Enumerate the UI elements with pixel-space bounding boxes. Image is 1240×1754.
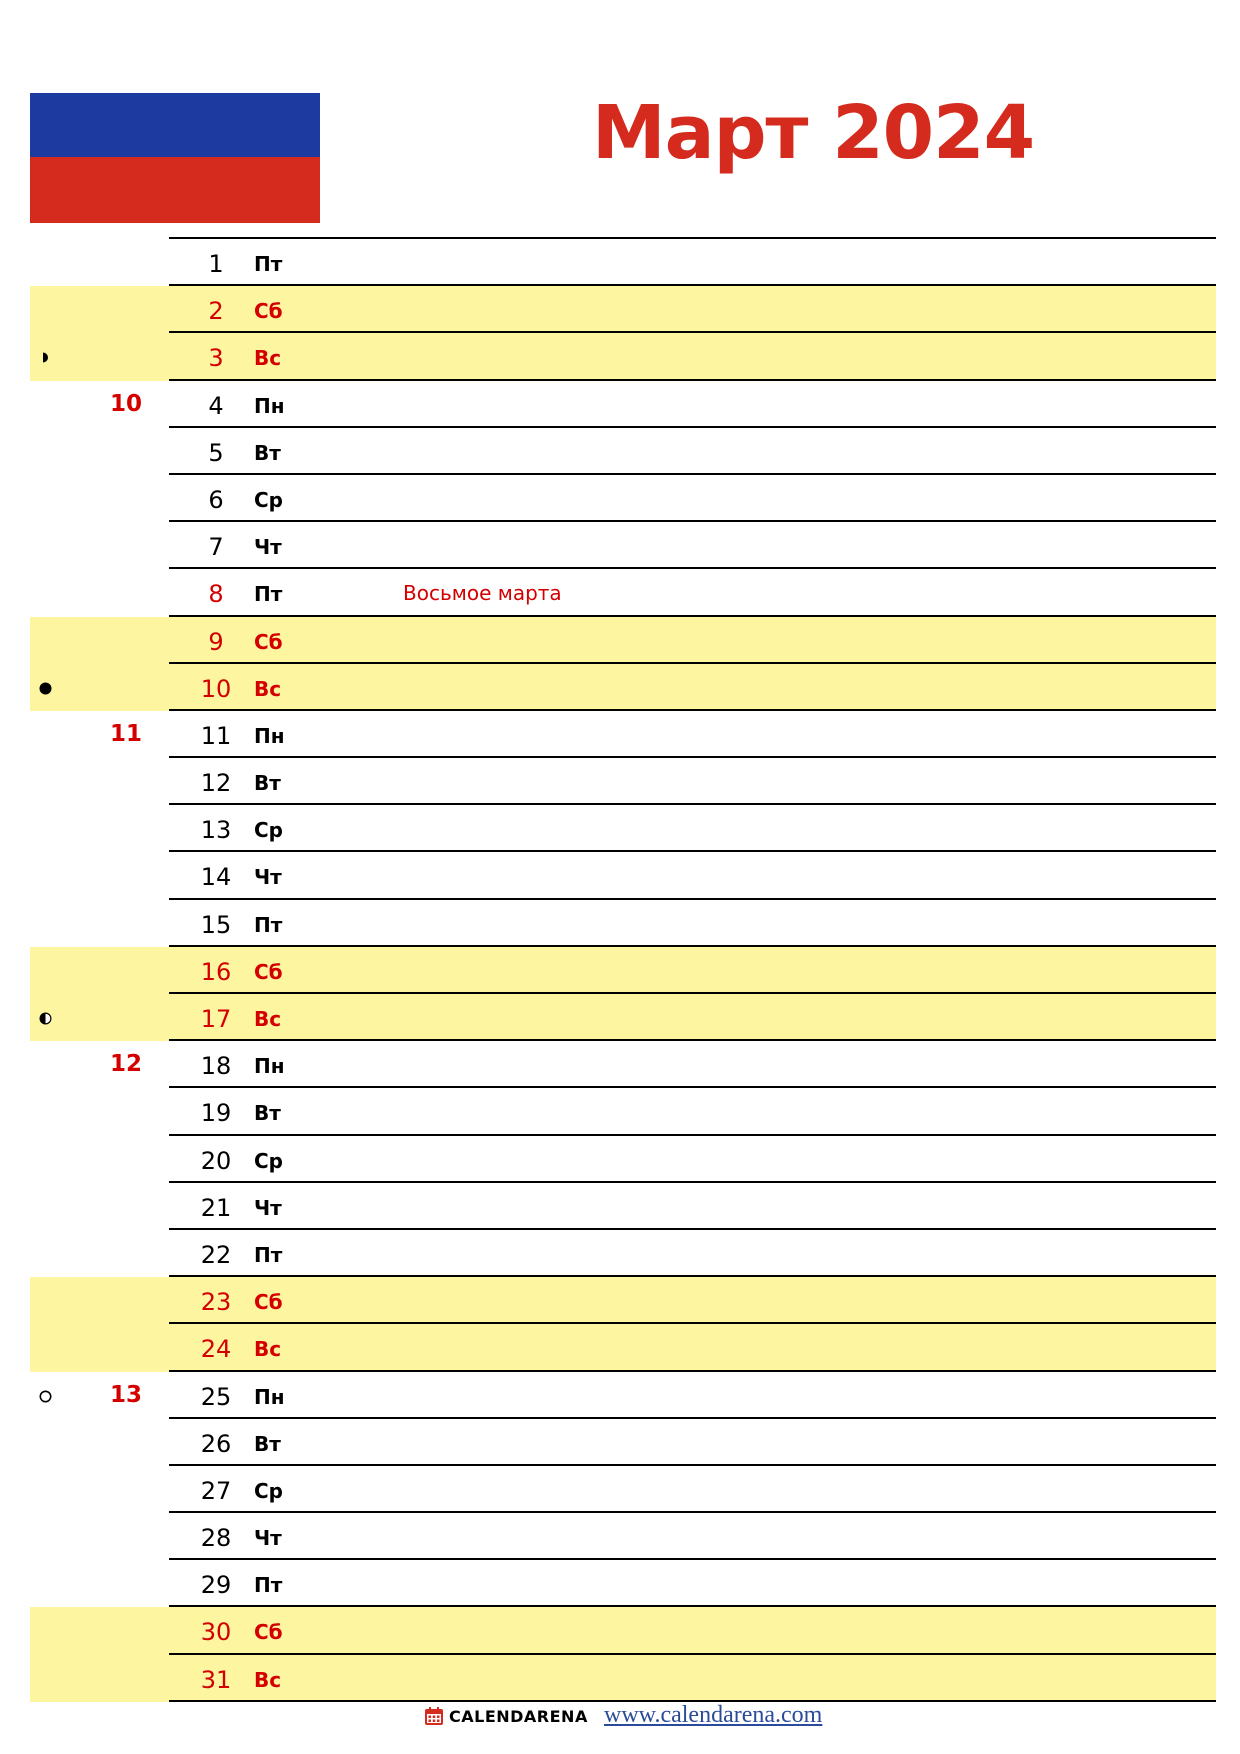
day-number: 13	[200, 816, 232, 845]
weekday-label: Пт	[254, 1242, 283, 1267]
day-row	[30, 900, 1216, 947]
day-row	[30, 994, 1216, 1041]
weekday-label: Вс	[254, 346, 282, 371]
weekday-label: Вт	[254, 1101, 281, 1126]
weekday-label: Чт	[254, 1195, 282, 1220]
day-number: 15	[200, 910, 232, 939]
calendar-icon	[424, 1706, 444, 1726]
day-number: 28	[200, 1524, 232, 1553]
day-row	[30, 569, 1216, 616]
footer	[0, 1700, 1240, 1740]
week-number: 12	[110, 1051, 143, 1078]
day-number: 18	[200, 1052, 232, 1081]
day-number: 5	[208, 438, 224, 467]
weekday-label: Вт	[254, 1431, 281, 1456]
weekday-label: Вс	[254, 1337, 282, 1362]
weekday-label: Сб	[254, 299, 283, 324]
day-number: 19	[200, 1099, 232, 1128]
day-number: 6	[208, 485, 224, 514]
day-number: 7	[208, 533, 224, 562]
day-number: 26	[200, 1429, 232, 1458]
day-number: 4	[208, 391, 224, 420]
weekday-label: Пт	[254, 912, 283, 937]
week-number: 10	[110, 390, 143, 417]
week-number: 13	[110, 1381, 143, 1408]
day-row	[30, 1230, 1216, 1277]
weekday-label: Ср	[254, 1478, 283, 1503]
day-row	[30, 1655, 1216, 1702]
weekday-label: Вс	[254, 676, 282, 701]
day-number: 25	[200, 1382, 232, 1411]
day-number: 10	[200, 674, 232, 703]
brand-name: CALENDARENA	[449, 1706, 588, 1726]
last-quarter-moon-icon	[39, 351, 52, 364]
day-row	[30, 333, 1216, 380]
day-list	[30, 239, 1216, 1702]
weekday-label: Сб	[254, 959, 283, 984]
day-row	[30, 1324, 1216, 1371]
day-row	[30, 1607, 1216, 1654]
day-row	[30, 1041, 1216, 1088]
day-row	[30, 1419, 1216, 1466]
flag-stripe-red	[30, 157, 320, 223]
weekday-label: Вс	[254, 1667, 282, 1692]
russia-flag	[30, 93, 320, 223]
day-number: 17	[200, 1005, 232, 1033]
weekday-label: Пн	[254, 1384, 285, 1409]
day-row	[30, 1513, 1216, 1560]
weekday-label: Вс	[254, 1007, 282, 1031]
day-row	[30, 522, 1216, 569]
weekday-label: Сб	[254, 1620, 283, 1645]
weekday-label: Вт	[254, 771, 281, 796]
day-row	[30, 239, 1216, 286]
day-number: 12	[200, 769, 232, 798]
weekday-label: Пн	[254, 1054, 285, 1079]
day-number: 1	[208, 250, 224, 278]
day-row	[30, 805, 1216, 852]
day-number: 2	[208, 297, 224, 326]
weekday-label: Сб	[254, 629, 283, 654]
flag-stripe-blue	[30, 93, 320, 157]
day-number: 23	[200, 1288, 232, 1317]
weekday-label: Вт	[254, 440, 281, 465]
day-row	[30, 664, 1216, 711]
weekday-label: Чт	[254, 865, 282, 890]
day-row	[30, 1466, 1216, 1513]
day-number: 14	[200, 863, 232, 892]
day-number: 11	[200, 721, 232, 750]
new-moon-icon	[39, 682, 52, 695]
day-row	[30, 947, 1216, 994]
day-row	[30, 286, 1216, 333]
weekday-label: Пт	[254, 1573, 283, 1598]
day-row	[30, 711, 1216, 758]
day-row	[30, 1372, 1216, 1419]
day-row	[30, 1560, 1216, 1607]
holiday-note: Восьмое марта	[403, 581, 562, 606]
weekday-label: Сб	[254, 1290, 283, 1315]
day-row	[30, 475, 1216, 522]
full-moon-icon	[39, 1390, 52, 1403]
day-row	[30, 428, 1216, 475]
day-row	[30, 381, 1216, 428]
weekday-label: Ср	[254, 818, 283, 843]
weekday-label: Ср	[254, 487, 283, 512]
day-number: 20	[200, 1146, 232, 1175]
day-number: 9	[208, 627, 224, 656]
day-number: 3	[208, 344, 224, 373]
weekday-label: Пн	[254, 723, 285, 748]
day-number: 27	[200, 1476, 232, 1505]
weekday-label: Пт	[254, 252, 283, 276]
weekday-label: Пн	[254, 393, 285, 418]
day-row	[30, 1277, 1216, 1324]
first-quarter-moon-icon	[39, 1012, 52, 1025]
day-number: 8	[208, 580, 224, 609]
day-row	[30, 758, 1216, 805]
day-number: 29	[200, 1571, 232, 1600]
page-title: Март 2024	[592, 90, 1035, 176]
day-number: 31	[200, 1665, 232, 1694]
week-number: 11	[110, 720, 143, 747]
day-number: 24	[200, 1335, 232, 1364]
brand-logo[interactable]	[424, 1706, 588, 1726]
day-row	[30, 1136, 1216, 1183]
weekday-label: Ср	[254, 1148, 283, 1173]
weekday-label: Чт	[254, 1526, 282, 1551]
day-number: 30	[200, 1618, 232, 1647]
day-number: 16	[200, 957, 232, 986]
day-row	[30, 1088, 1216, 1135]
day-number: 22	[200, 1240, 232, 1269]
day-number: 21	[200, 1193, 232, 1222]
weekday-label: Чт	[254, 535, 282, 560]
day-row	[30, 617, 1216, 664]
weekday-label: Пт	[254, 582, 283, 607]
website-link[interactable]: www.calendarena.com	[604, 1702, 823, 1728]
day-row	[30, 1183, 1216, 1230]
day-row	[30, 852, 1216, 899]
